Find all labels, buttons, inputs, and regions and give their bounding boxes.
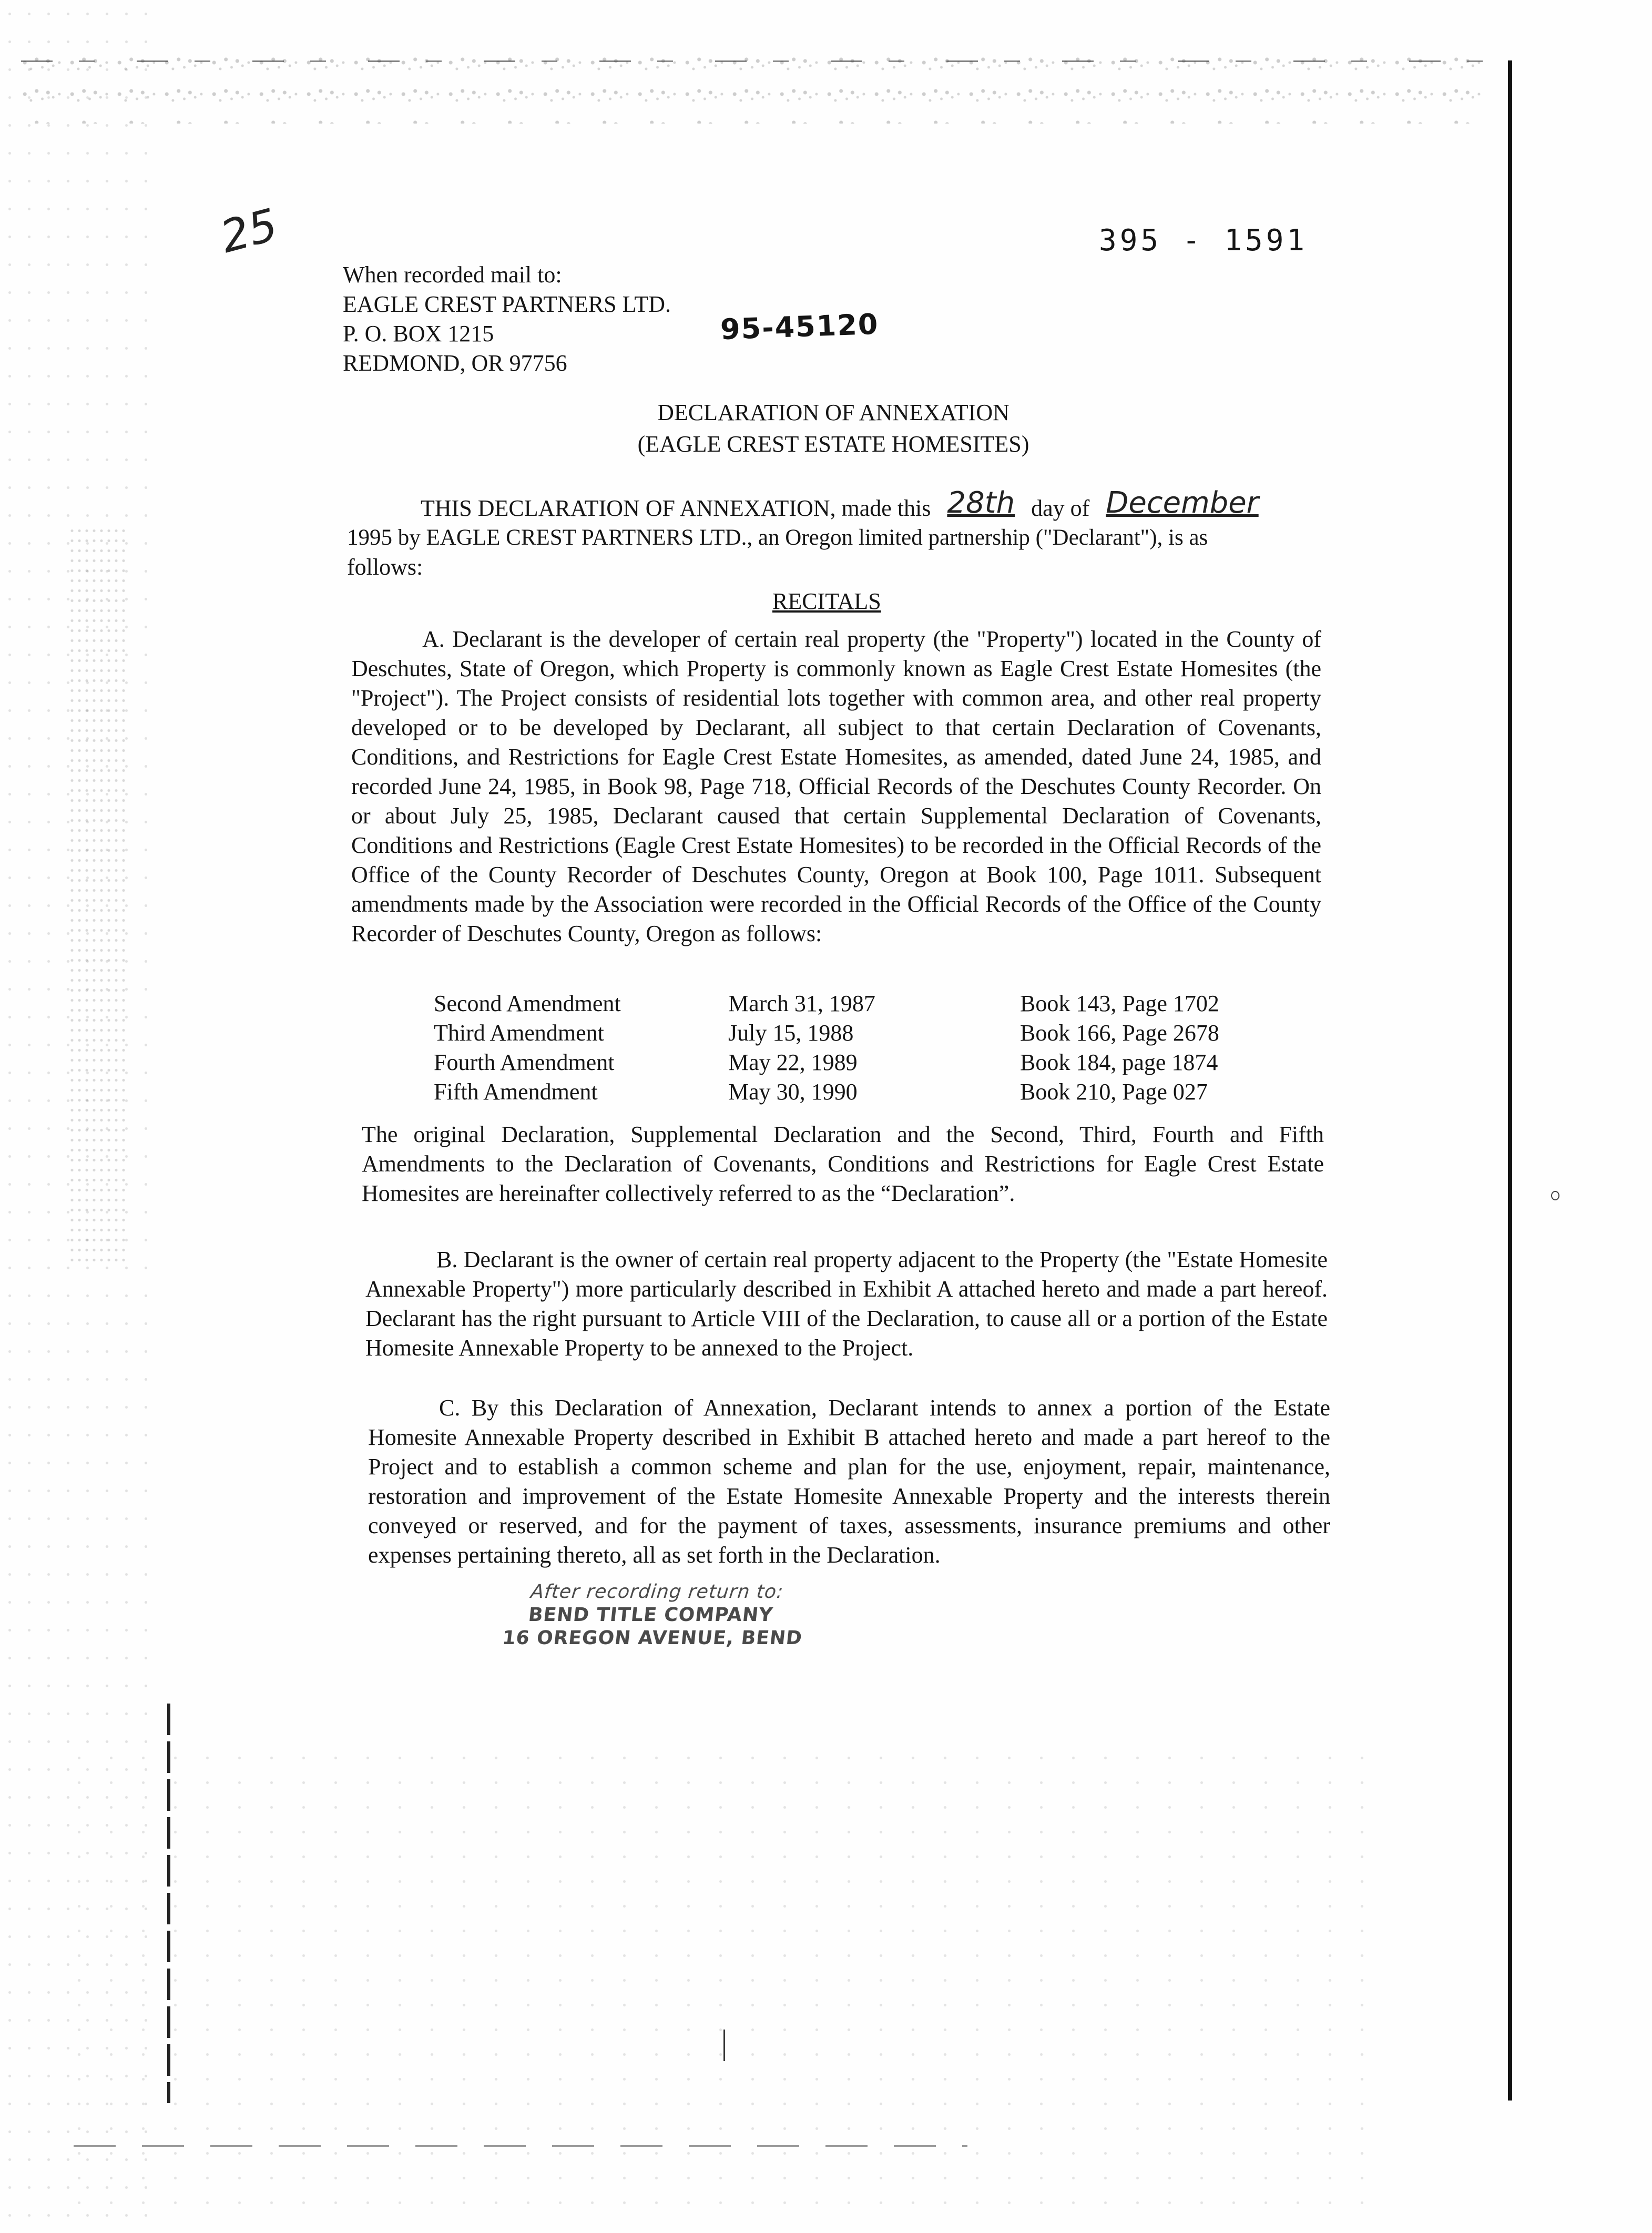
table-row [434, 1078, 1219, 1108]
intro-line2: 1995 by EAGLE CREST PARTNERS LTD., an Oregon limited partnership ("Declarant"), is as [347, 525, 1208, 550]
intro-line1 [421, 486, 1259, 523]
amendment-name: Fourth Amendment [434, 1049, 615, 1075]
recitals-heading: RECITALS [772, 588, 881, 614]
intro-line3: follows: [347, 554, 423, 580]
amendment-book: Book 143, Page 1702 [1020, 991, 1219, 1016]
amendment-date: May 30, 1990 [728, 1079, 858, 1105]
table-row [434, 1049, 1219, 1078]
mail-to-line2: P. O. BOX 1215 [343, 321, 494, 346]
mail-to-line1: EAGLE CREST PARTNERS LTD. [343, 291, 671, 317]
mail-to-heading: When recorded mail to: [343, 262, 562, 288]
amendment-date: July 15, 1988 [728, 1020, 854, 1046]
table-row [434, 1019, 1219, 1049]
amendment-book: Book 210, Page 027 [1020, 1079, 1208, 1105]
amendment-name: Second Amendment [434, 991, 621, 1016]
amendment-name: Fifth Amendment [434, 1079, 598, 1105]
recording-number: 395 - 1591 [1099, 223, 1308, 258]
stamp-line1: After recording return to: [529, 1581, 785, 1603]
paragraph-after-table: The original Declaration, Supplemental Declaration and the Second, Third, Fourth and Fifth Amendments to the Declaration of Covenants, Conditions and Restrictions for Eagle Crest Estate Homesites are hereinafter collectively referred to as the “Declaration”. [362, 1121, 1324, 1206]
amendments-table [434, 990, 1219, 1108]
intro-part2: day of [1031, 495, 1090, 521]
scan-noise-bottom [63, 1746, 1378, 2219]
left-edge-rule [167, 1704, 170, 2103]
handwritten-margin-mark: 25 [215, 198, 283, 263]
margin-dot-mark [1551, 1191, 1559, 1200]
scan-noise-bottom-line [74, 2145, 967, 2147]
paragraph-a: A. Declarant is the developer of certain real property (the "Property") located in the County of Deschutes, State of Oregon, which Property is commonly known as Eagle Crest Estate Homesites (the "Project"). The Project consists of residential lots together with common area, and other real property developed or to be developed by Declarant, all subject to that certain Declaration of Covenants, Conditions, and Restrictions for Eagle Crest Estate Homesites, as amended, dated June 24, 1985, and recorded June 24, 1985, in Book 98, Page 718, Official Records of the Deschutes County Recorder. On or about July 25, 1985, Declarant caused that certain Supplemental Declaration of Covenants, Conditions and Restrictions (Eagle Crest Estate Homesites) to be recorded in the Official Records of the Office of the County Recorder of Deschutes County, Oregon at Book 100, Page 1011. Subsequent amendments made by the Association were recorded in the Official Records of the Office of the County Recorder of Deschutes County, Oregon as follows: [351, 626, 1321, 946]
document-title-line2: (EAGLE CREST ESTATE HOMESITES) [637, 431, 1029, 457]
scan-tick-mark [723, 2030, 725, 2061]
filing-number: 95-45120 [719, 307, 880, 346]
amendment-book: Book 166, Page 2678 [1020, 1020, 1219, 1046]
stamp-line2: BEND TITLE COMPANY [527, 1604, 774, 1626]
intro-part1: THIS DECLARATION OF ANNEXATION, made this [421, 495, 931, 521]
amendment-date: May 22, 1989 [728, 1049, 858, 1075]
right-edge-rule [1508, 60, 1512, 2101]
document-title-line1: DECLARATION OF ANNEXATION [657, 400, 1009, 425]
handwritten-day: 28th [947, 486, 1015, 520]
amendment-name: Third Amendment [434, 1020, 604, 1046]
paragraph-c: C. By this Declaration of Annexation, Declarant intends to annex a portion of the Estate Homesite Annexable Property described in Exhibit B attached hereto and made a part hereof to the Project and to establish a common scheme and plan for the use, enjoyment, repair, maintenance, restoration and improvement of the Estate Homesite Annexable Property and the interests therein conveyed or reserved, and for the payment of taxes, assessments, insurance premiums and other expenses pertaining thereto, all as set forth in the Declaration. [368, 1395, 1330, 1568]
stamp-line3: 16 OREGON AVENUE, BEND [501, 1627, 804, 1649]
amendment-book: Book 184, page 1874 [1020, 1049, 1218, 1075]
mail-to-line3: REDMOND, OR 97756 [343, 350, 567, 376]
scan-noise-top-line [21, 60, 1525, 62]
paragraph-b: B. Declarant is the owner of certain real property adjacent to the Property (the "Estate Homesite Annexable Property") more particularly described in Exhibit A attached hereto and made a part hereof. Declarant has the right pursuant to Article VIII of the Declaration, to cause all or a portion of the Estate Homesite Annexable Property to be annexed to the Project. [365, 1247, 1328, 1361]
table-row [434, 990, 1219, 1019]
scan-noise-left-dense [68, 526, 126, 1262]
handwritten-month: December [1106, 486, 1259, 520]
amendment-date: March 31, 1987 [728, 991, 875, 1016]
return-address-stamp [501, 1581, 808, 1650]
